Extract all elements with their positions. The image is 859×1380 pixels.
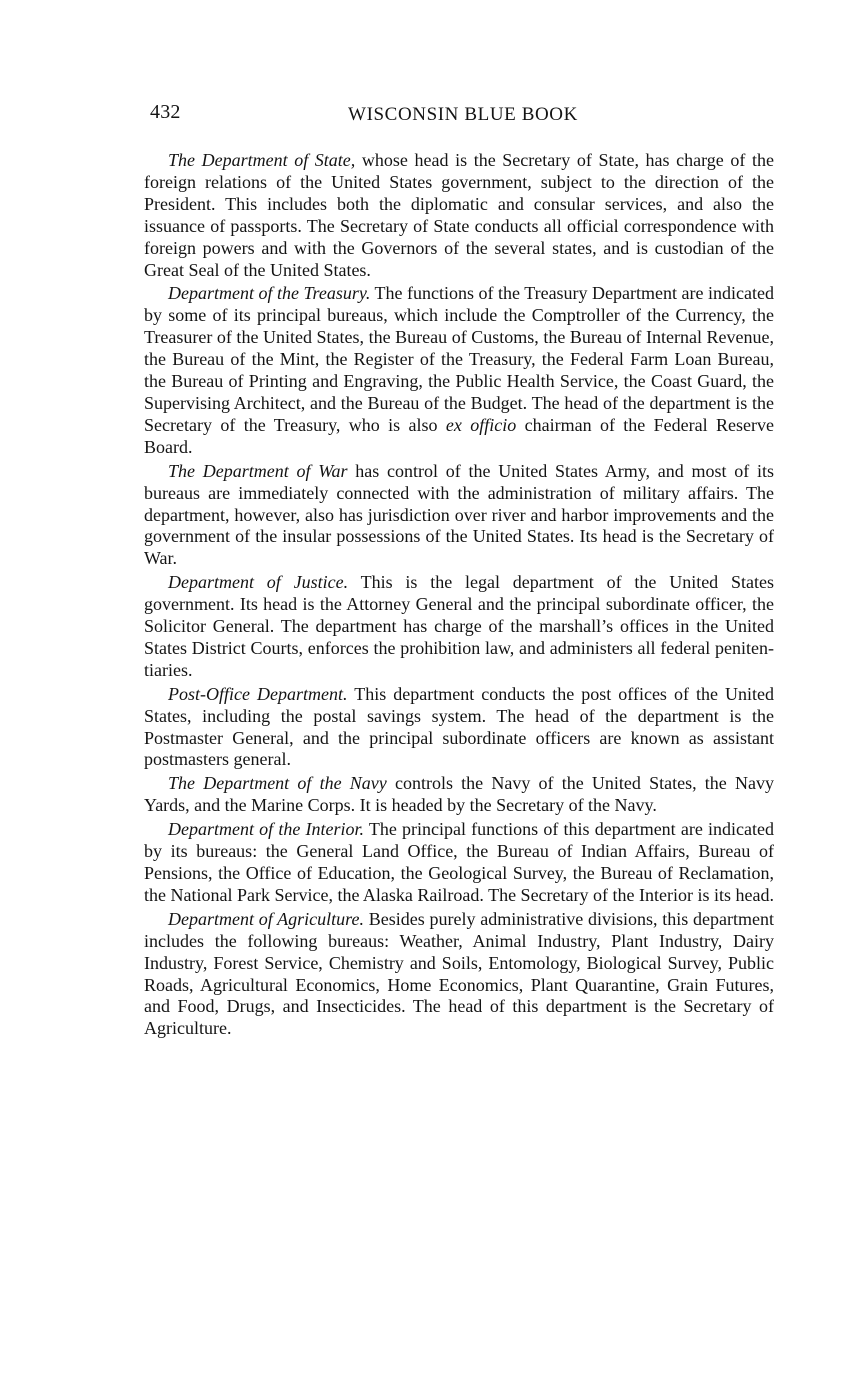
paragraph-text: This department conducts the post offices of the United States, including the postal savings system. The head of the department is the Postmaster General, and the principal subordinate officers are known as assistant postmasters general.: [144, 683, 774, 770]
paragraph-department-of-treasury: [144, 283, 774, 458]
paragraph-text: The principal functions of this department are indicated by its bureaus: the General Land Office, the Bureau of Indian Affairs, Bureau of Pensions, the Office of Education, the Geological Survey, the Bureau of Reclamation, the National Park Service, the Alaska Railroad. The Secretary of the Interior is its head.: [144, 819, 774, 905]
paragraph-text: controls the Navy of the United States, the Navy Yards, and the Marine Corps. It is headed by the Secretary of the Navy.: [144, 773, 774, 816]
paragraph-department-of-interior: [144, 819, 774, 907]
paragraph-lead: Department of the Interior.: [168, 819, 365, 840]
body-text: [144, 150, 774, 1042]
running-head: [150, 101, 776, 131]
paragraph-lead: Department of the Treasury.: [168, 283, 371, 304]
paragraph-text: This is the legal department of the United States government. Its head is the Attorney General and the principal subordinate officer, the Solicitor General. The department has charge of the marshall’s offices in the United States District Courts, enforces the prohibition law, and administers all federal penitentiaries.: [144, 572, 774, 680]
paragraph-lead: Post-Office Department.: [168, 683, 348, 704]
paragraph-text: chairman of the Federal Reserve Board.: [144, 414, 774, 457]
page-number: 432: [150, 101, 181, 123]
paragraph-lead: Department of Agriculture.: [168, 908, 364, 929]
paragraph-emphasis: ex officio: [445, 414, 517, 435]
running-title: WISCONSIN BLUE BOOK: [348, 104, 578, 125]
paragraph-lead: The Department of War: [168, 460, 348, 481]
paragraph-text: has control of the United States Army, and most of its bureaus are immediately connected with the administration of military affairs. The department, however, also has jurisdiction over river and harbor improvements and the government of the insular possessions of the United States. Its head is the Secretary of War.: [144, 460, 774, 569]
paragraph-department-of-agriculture: [144, 909, 774, 1040]
paragraph-department-of-navy: [144, 773, 774, 817]
paragraph-lead: The Department of the Navy: [168, 773, 387, 794]
paragraph-text: The functions of the Treasury Department are indicated by some of its principal bureaus, which include the Comptroller of the Currency, the Treasurer of the United States, the Bureau of Customs, the Bureau of Internal Revenue, the Bureau of the Mint, the Register of the Treasury, the Federal Farm Loan Bureau, the Bureau of Printing and Engraving, the Public Health Service, the Coast Guard, the Supervising Architect, and the Bureau of the Budget. The head of the department is the Secretary of the Treasury, who is also: [144, 283, 774, 435]
paragraph-department-of-justice: [144, 572, 774, 682]
paragraph-lead: Department of Justice.: [168, 572, 349, 593]
paragraph-department-of-state: [144, 150, 774, 281]
paragraph-lead: The Department of State,: [168, 150, 356, 170]
paragraph-department-of-war: [144, 461, 774, 571]
paragraph-text: Besides purely administrative divisions, this department includes the following bureaus: Weather, Animal Industry, Plant Industry, Dairy Industry, Forest Service, Chemistry and Soils, Entomology, Biological Survey, Public Roads, Agricultural Economics, Home Economics, Plant Quarantine, Grain Futures, and Food, Drugs, and Insecticides. The head of this department is the Secretary of Agriculture.: [144, 908, 774, 1039]
paragraph-post-office-department: [144, 684, 774, 772]
paragraph-text: whose head is the Secretary of State, has charge of the foreign relations of the United States government, subject to the direction of the President. This includes both the diplomatic and consular services, and also the issuance of passports. The Secretary of State conducts all official correspondence with foreign powers and with the Governors of the several states, and is custodian of the Great Seal of the United States.: [144, 150, 774, 280]
